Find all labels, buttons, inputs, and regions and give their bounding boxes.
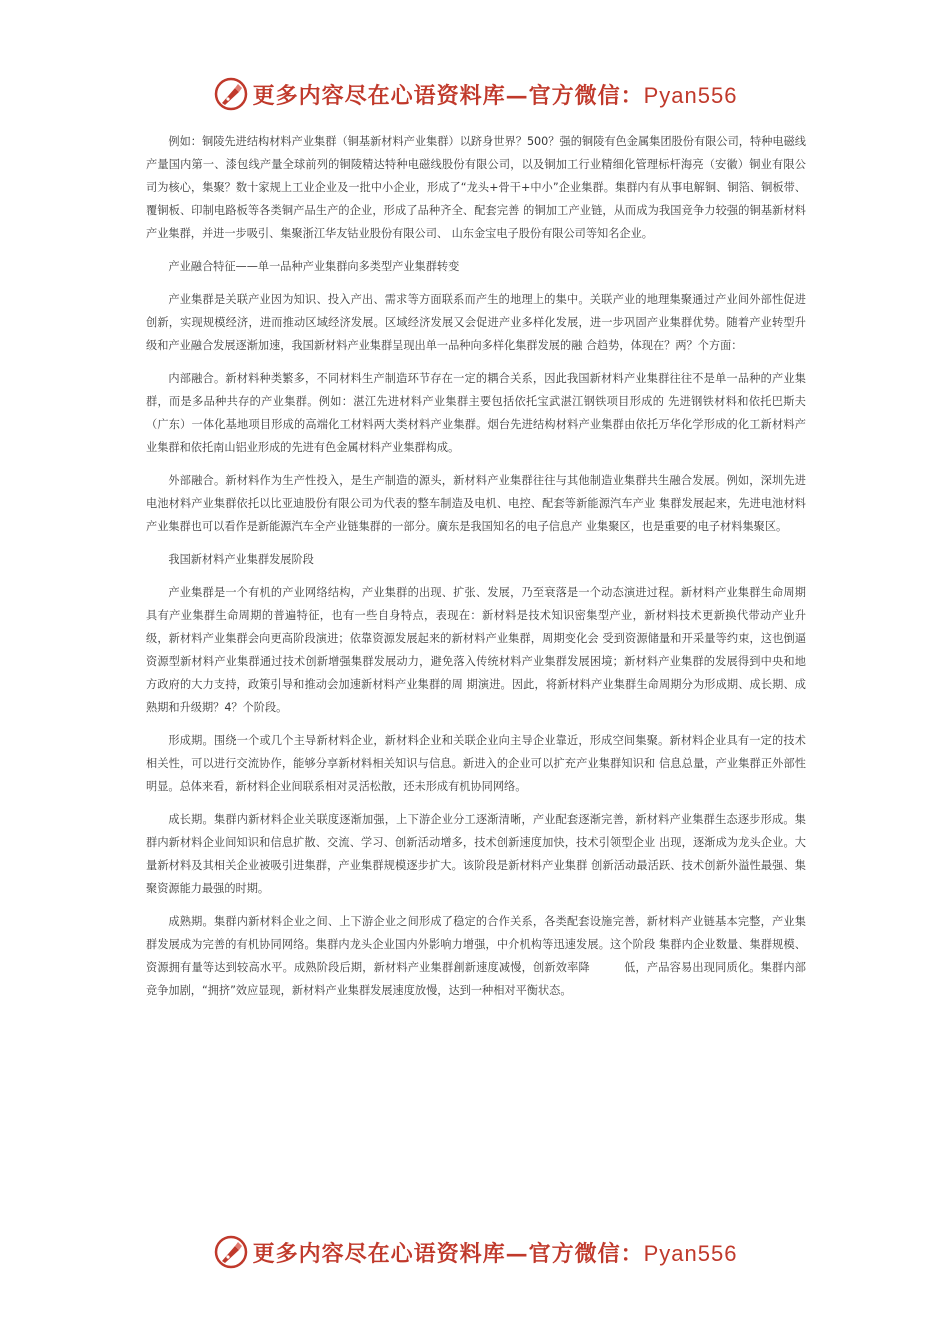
paragraph-5: 产业集群是一个有机的产业网络结构，产业集群的出现、扩张、发展，乃至衰落是一个动态演进过程。新材料产业集群生命周期具有产业集群生命周期的普遍特征，也有一些自身特点，表现在：新材料是技术知识密集型产业，新材料技术更新换代带动产业升级，新材料产业集群会向更高阶段演进；依靠资源发展起来的新材料产业集群，周期变化会 受到资源储量和开采量等约束，这也倒逼资源型新材料产业集群通过技术创新增强集群发展动力，避免落入传统材料产业集群发展困境；新材料产业集群的发展得到中央和地方政府的大力支持，政策引导和推动会加速新材料产业集群的周 期演进。因此，将新材料产业集群生命周期分为形成期、成长期、成熟期和升级期？4？个阶段。 bbox=[146, 586, 806, 714]
banner-text bbox=[253, 1237, 738, 1268]
section-heading-2: 我国新材料产业集群发展阶段 bbox=[168, 553, 314, 566]
paragraph-8: 成熟期。集群内新材料企业之间、上下游企业之间形成了稳定的合作关系，各类配套设施完善，新材料产业链基本完整，产业集群发展成为完善的有机协同网络。集群内龙头企业国内外影响力增强，中介机构等迅速发展。这个阶段 集群内企业数量、集群规模、资源拥有量等达到较高水平。成熟阶段后期，新材料产业集群創新速度减慢，创新效率降 低，产品容易出现同质化。集群内部竞争加剧，“拥挤”效应显现，新材料产业集群发展速度放慢，达到一种相对平衡状态。 bbox=[146, 915, 806, 997]
paragraph-7: 成长期。集群内新材料企业关联度逐渐加强，上下游企业分工逐渐清晰，产业配套逐渐完善，新材料产业集群生态逐步形成。集群内新材料企业间知识和信息扩散、交流、学习、创新活动增多，技术创新速度加快，技术引领型企业 出现，逐渐成为龙头企业。大量新材料及其相关企业被吸引进集群，产业集群规模逐步扩大。该阶段是新材料产业集群 创新活动最活跃、技术创新外溢性最强、集聚资源能力最强的时期。 bbox=[146, 813, 806, 895]
banner-text bbox=[253, 79, 738, 110]
pen-nib-logo-icon bbox=[213, 76, 249, 112]
banner-wechat-id: Pyan556 bbox=[643, 1240, 738, 1266]
paragraph-3: 内部融合。新材料种类繁多，不同材料生产制造环节存在一定的耦合关系，因此我国新材料产业集群往往不是单一品种的产业集群，而是多品种共存的产业集群。例如：湛江先进材料产业集群主要包括依托宝武湛江钢铁项目形成的 先进钢铁材料和依托巴斯夫（广东）一体化基地项目形成的高端化工材料两大类材料产业集群。烟台先进结构材料产业集群由依托万华化学形成的化工新材料产业集群和依托南山铝业形成的先进有色金属材料产业集群构成。 bbox=[146, 372, 806, 454]
paragraph-1: 例如：铜陵先进结构材料产业集群（铜基新材料产业集群）以跻身世界？500？强的铜陵有色金属集团股份有限公司，特种电磁线产量国内第一、漆包线产量全球前列的铜陵精达特种电磁线股份有限公司，以及铜加工行业精细化管理标杆海亮（安徽）铜业有限公司为核心，集聚？数十家规上工业企业及一批中小企业，形成了“龙头+骨干+中小”企业集群。集群内有从事电解铜、铜箔、铜板带、覆铜板、印制电路板等各类铜产品生产的企业，形成了品种齐全、配套完善 的铜加工产业链，从而成为我国竞争力较强的铜基新材料产业集群，并进一步吸引、集聚浙江华友钴业股份有限公司、 山东金宝电子股份有限公司等知名企业。 bbox=[146, 135, 806, 240]
header-banner bbox=[0, 74, 950, 114]
document-body bbox=[146, 130, 806, 1012]
banner-title: 更多内容尽在心语资料库—官方微信： bbox=[252, 1240, 644, 1267]
banner-wechat-id: Pyan556 bbox=[643, 82, 738, 108]
banner-title: 更多内容尽在心语资料库—官方微信： bbox=[252, 82, 644, 109]
section-heading-1: 产业融合特征——单一品种产业集群向多类型产业集群转变 bbox=[168, 260, 460, 273]
paragraph-2: 产业集群是关联产业因为知识、投入产出、需求等方面联系而产生的地理上的集中。关联产业的地理集聚通过产业间外部性促进创新，实现规模经济，进而推动区域经济发展。区域经济发展又会促进产业多样化发展，进一步巩固产业集群优势。随着产业转型升级和产业融合发展逐渐加速，我国新材料产业集群呈现出单一品种向多样化集群发展的融 合趋势，体现在？两？个方面： bbox=[146, 293, 806, 352]
paragraph-6: 形成期。围绕一个或几个主导新材料企业，新材料企业和关联企业向主导企业靠近，形成空间集聚。新材料企业具有一定的技术相关性，可以进行交流协作，能够分享新材料相关知识与信息。新进入的企业可以扩充产业集群知识和 信息总量，产业集群正外部性明显。总体来看，新材料企业间联系相对灵活松散，还未形成有机协同网络。 bbox=[146, 734, 806, 793]
footer-banner bbox=[0, 1232, 950, 1272]
paragraph-4: 外部融合。新材料作为生产性投入，是生产制造的源头，新材料产业集群往往与其他制造业集群共生融合发展。例如，深圳先进电池材料产业集群依托以比亚迪股份有限公司为代表的整车制造及电机、电控、配套等新能源汽车产业 集群发展起来，先进电池材料产业集群也可以看作是新能源汽车全产业链集群的一部分。廣东是我国知名的电子信息产 业集聚区，也是重要的电子材料集聚区。 bbox=[146, 474, 806, 533]
pen-nib-logo-icon bbox=[213, 1234, 249, 1270]
